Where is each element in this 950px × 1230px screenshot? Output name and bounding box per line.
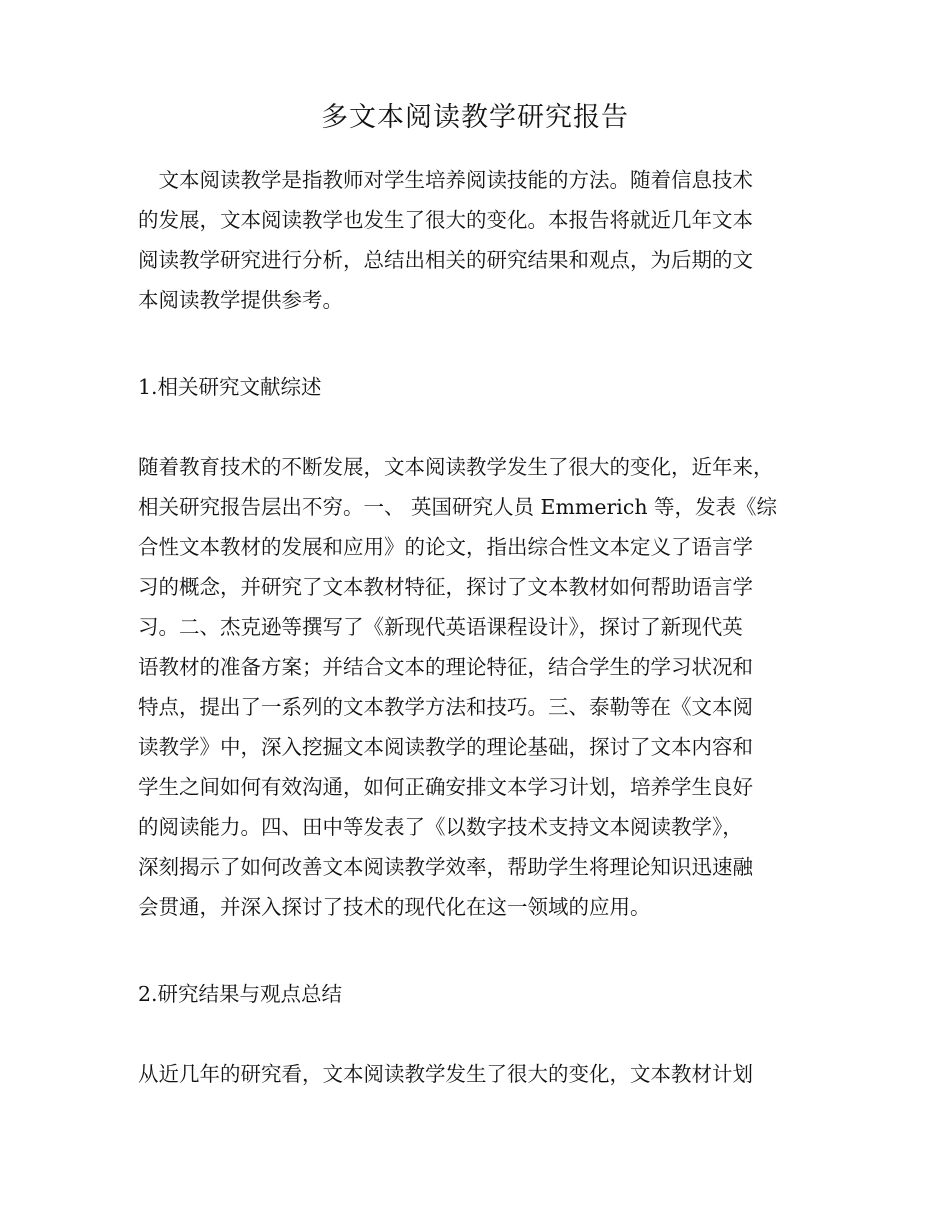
section1-line: 学生之间如何有效沟通，如何正确安排文本学习计划，培养学生良好 [138,775,753,799]
section1-line: 合性文本教材的发展和应用》的论文，指出综合性文本定义了语言学 [138,535,753,559]
section1-line: 特点，提出了一系列的文本教学方法和技巧。三、泰勒等在《文本阅 [138,695,753,719]
section-heading-1: 1.相关研究文献综述 [138,375,322,399]
section1-line: 语教材的准备方案；并结合文本的理论特征，结合学生的学习状况和 [138,655,753,679]
document-title: 多文本阅读教学研究报告 [321,102,629,133]
intro-line: 的发展，文本阅读教学也发生了很大的变化。本报告将就近几年文本 [138,208,753,232]
section1-line: 会贯通，并深入探讨了技术的现代化在这一领域的应用。 [138,895,651,919]
section1-line: 习。二、杰克逊等撰写了《新现代英语课程设计》，探讨了新现代英 [138,615,743,639]
section1-line: 习的概念，并研究了文本教材特征，探讨了文本教材如何帮助语言学 [138,575,753,599]
intro-line: 文本阅读教学是指教师对学生培养阅读技能的方法。随着信息技术 [138,168,753,192]
section-heading-2: 2.研究结果与观点总结 [138,982,343,1006]
section1-line: 的阅读能力。四、田中等发表了《以数字技术支持文本阅读教学》， [138,815,743,839]
section2-line: 从近几年的研究看，文本阅读教学发生了很大的变化，文本教材计划 [138,1062,753,1086]
intro-line: 本阅读教学提供参考。 [138,288,343,312]
section1-line: 随着教育技术的不断发展，文本阅读教学发生了很大的变化，近年来， [138,455,774,479]
section1-line: 深刻揭示了如何改善文本阅读教学效率，帮助学生将理论知识迅速融 [138,855,753,879]
section1-line: 读教学》中，深入挖掘文本阅读教学的理论基础，探讨了文本内容和 [138,735,753,759]
section1-line: 相关研究报告层出不穷。一、 英国研究人员 Emmerich 等，发表《综 [138,495,778,519]
intro-line: 阅读教学研究进行分析，总结出相关的研究结果和观点，为后期的文 [138,248,753,272]
